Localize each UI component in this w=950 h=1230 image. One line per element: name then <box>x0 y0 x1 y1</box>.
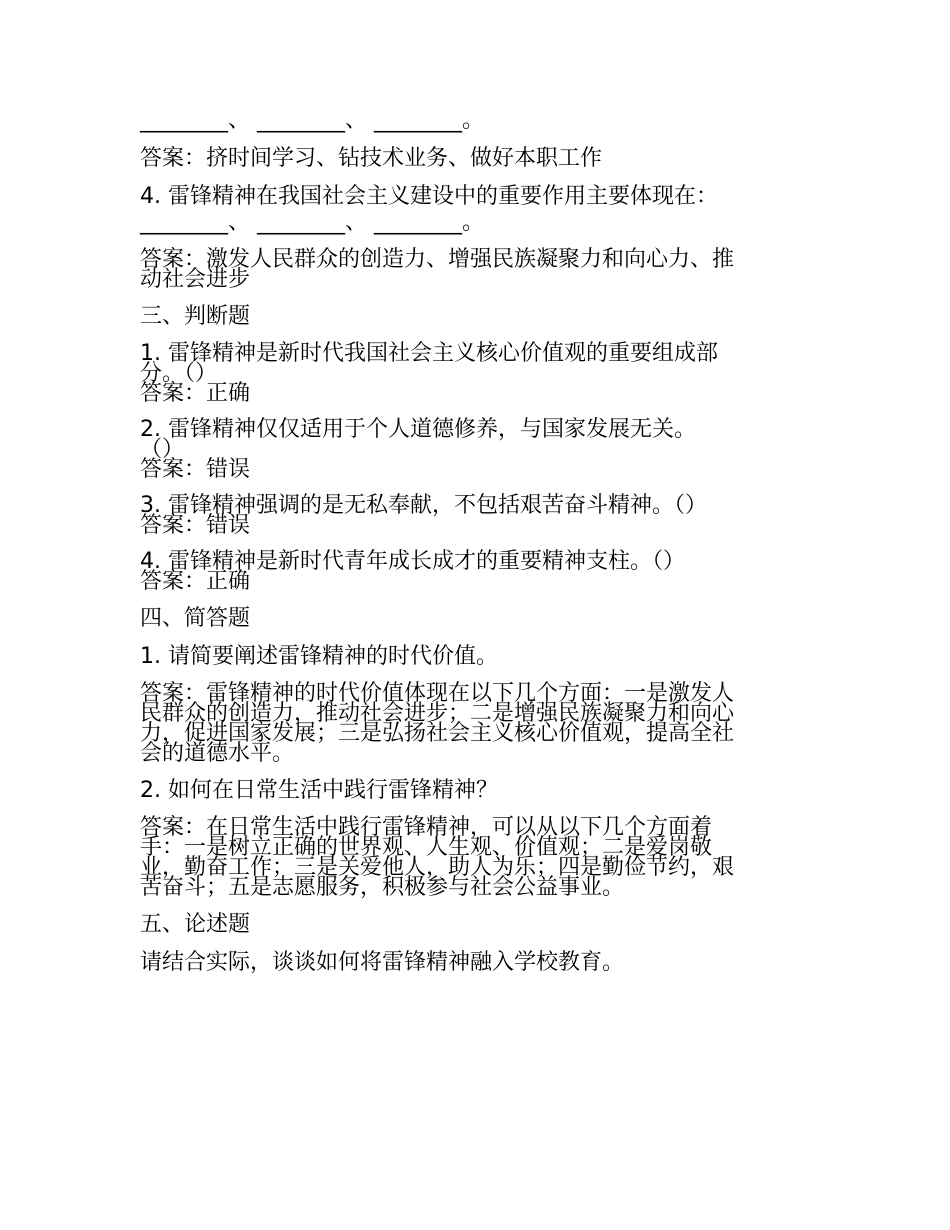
section-5-title: 五、论述题 <box>140 912 251 937</box>
q3-answer: 答案：挤时间学习、钻技术业务、做好本职工作 <box>140 146 603 171</box>
short-answer-1-question: 1. 请简要阐述雷锋精神的时代价值。 <box>140 644 498 669</box>
q4-question: 4. 雷锋精神在我国社会主义建设中的重要作用主要体现在： <box>140 184 718 209</box>
short-answer-2-line-2: 手：一是树立正确的世界观、人生观、价值观；二是爱岗敬 <box>140 835 713 860</box>
short-answer-1-line-2: 民群众的创造力，推动社会进步；二是增强民族凝聚力和向心 <box>140 701 735 726</box>
tf3-answer: 答案：错误 <box>140 513 251 538</box>
section-3-title: 三、判断题 <box>140 304 251 329</box>
tf1-answer: 答案：正确 <box>140 381 251 406</box>
essay-question: 请结合实际，谈谈如何将雷锋精神融入学校教育。 <box>140 950 625 975</box>
tf4-question: 4. 雷锋精神是新时代青年成长成才的重要精神支柱。（） <box>140 549 685 574</box>
short-answer-2-question: 2. 如何在日常生活中践行雷锋精神？ <box>140 778 498 803</box>
q4-answer-line-1: 答案：激发人民群众的创造力、增强民族凝聚力和向心力、推 <box>140 247 735 272</box>
section-4-title: 四、简答题 <box>140 606 251 631</box>
short-answer-1-line-4: 会的道德水平。 <box>140 741 295 766</box>
short-answer-1-line-3: 力，促进国家发展；三是弘扬社会主义核心价值观，提高全社 <box>140 721 735 746</box>
tf3-question: 3. 雷锋精神强调的是无私奉献，不包括艰苦奋斗精神。（） <box>140 493 707 518</box>
document-page <box>140 110 812 974</box>
tf2-answer: 答案：错误 <box>140 457 251 482</box>
short-answer-2-line-4: 苦奋斗；五是志愿服务，积极参与社会公益事业。 <box>140 875 625 900</box>
tf1-question-line-1: 1. 雷锋精神是新时代我国社会主义核心价值观的重要组成部 <box>140 341 718 366</box>
tf1-question-line-2: 分。（） <box>140 361 218 386</box>
short-answer-2-line-1: 答案：在日常生活中践行雷锋精神，可以从以下几个方面着 <box>140 815 713 840</box>
tf2-question-line-1: 2. 雷锋精神仅仅适用于个人道德修养，与国家发展无关。 <box>140 417 696 442</box>
tf2-question-line-2: （） <box>140 437 185 462</box>
q4-answer-line-2: 动社会进步 <box>140 267 251 292</box>
q3-blanks: ________、 ________、 ________。 <box>140 108 484 133</box>
tf4-answer: 答案：正确 <box>140 569 251 594</box>
short-answer-1-line-1: 答案：雷锋精神的时代价值体现在以下几个方面：一是激发人 <box>140 681 735 706</box>
short-answer-2-line-3: 业，勤奋工作；三是关爱他人，助人为乐；四是勤俭节约，艰 <box>140 855 735 880</box>
q4-blanks: ________、 ________、 ________。 <box>140 210 484 235</box>
